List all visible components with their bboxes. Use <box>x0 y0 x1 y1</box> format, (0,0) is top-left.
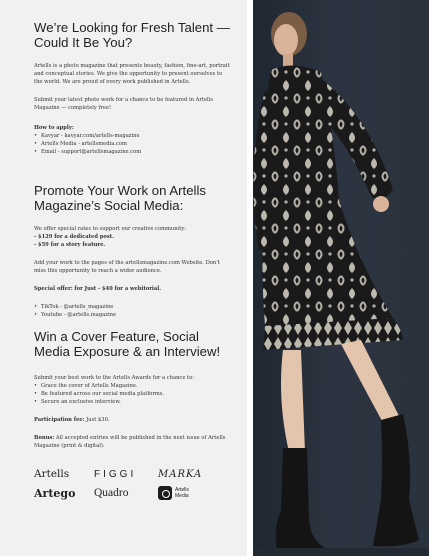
model-illustration <box>253 0 429 556</box>
logo-artells: Artells <box>34 468 70 480</box>
bonus-paragraph: Bonus: All accepted entries will be published in the next issue of Artells Magazine (print & digital). <box>34 435 226 449</box>
face <box>274 24 298 56</box>
apply-heading: How to apply: <box>34 125 74 131</box>
awards-intro: Submit your best work to the Artells Awards for a chance to: <box>34 375 195 381</box>
participation-fee: Participation fee: Just $30. <box>34 417 110 423</box>
apply-item-email[interactable]: • Email - support@artellsmagazine.com <box>34 148 231 156</box>
submit-paragraph: Submit your latest photo work for a chance to be featured in Artells Magazine — completely free! <box>34 97 213 111</box>
left-leg <box>281 350 305 452</box>
social-list <box>34 303 231 319</box>
social-item-youtube[interactable]: • Youtube - @artells.magazine <box>34 311 231 319</box>
apply-item-artells-media[interactable]: • Artells Media - artellsmedia.com <box>34 140 231 148</box>
awards-block <box>34 374 231 406</box>
right-hand <box>373 196 389 212</box>
awards-item-interview: • Secure an exclusive interview. <box>34 398 231 406</box>
right-leg <box>341 340 401 430</box>
floor <box>253 548 429 556</box>
intro-paragraph: Artells is a photo magazine that presents beauty, fashion, fine-art, portrait and conceptual stories. We give the opportunity to present ourselves to the world. We are proud of every work published in Artells. <box>34 63 230 85</box>
right-boot <box>373 414 419 546</box>
rates-block <box>34 225 231 249</box>
awards-item-social: • Be featured across our social media platforms. <box>34 390 231 398</box>
section-awards <box>34 329 231 450</box>
rates-intro: We offer special rates to support our creative community: <box>34 226 187 232</box>
section-social-media <box>34 183 231 319</box>
logo-artells-media <box>158 486 222 500</box>
awards-item-cover: • Grace the cover of Artells Magazine. <box>34 382 231 390</box>
awards-list <box>34 382 231 406</box>
model-photo <box>253 0 429 556</box>
artells-media-wordmark: Artells Media <box>175 487 189 499</box>
left-boot <box>276 448 325 550</box>
apply-item-kavyar[interactable]: • Kavyar - kavyar.com/artells-magazine <box>34 132 231 140</box>
logo-marka: MARKA <box>158 468 203 480</box>
logo-artego: Artego <box>34 486 76 500</box>
section-title-social-media: Promote Your Work on Artells Magazine’s Social Media: <box>34 183 207 213</box>
section-title-fresh-talent: We’re Looking for Fresh Talent — Could It Be You? <box>34 20 230 50</box>
section-fresh-talent <box>34 20 231 156</box>
logo-quadro: Quadro <box>94 487 129 499</box>
rate-dedicated-post: - $129 for a dedicated post. <box>34 234 114 240</box>
apply-list <box>34 132 231 156</box>
special-offer: Special offer: for Just - $40 for a webitorial. <box>34 286 162 292</box>
website-paragraph: Add your work to the pages of the artellsmagazine.com Website. Don’t miss this opportunity to reach a wider audience. <box>34 260 220 274</box>
artells-media-icon <box>158 486 172 500</box>
social-item-tiktok[interactable]: • TikTok - @artells_magazine <box>34 303 231 311</box>
section-title-awards: Win a Cover Feature, Social Media Exposure & an Interview! <box>34 329 221 359</box>
rate-story-feature: - $59 for a story feature. <box>34 242 106 248</box>
partner-logos <box>34 468 231 500</box>
logo-figgi: FIGGI <box>94 468 137 480</box>
